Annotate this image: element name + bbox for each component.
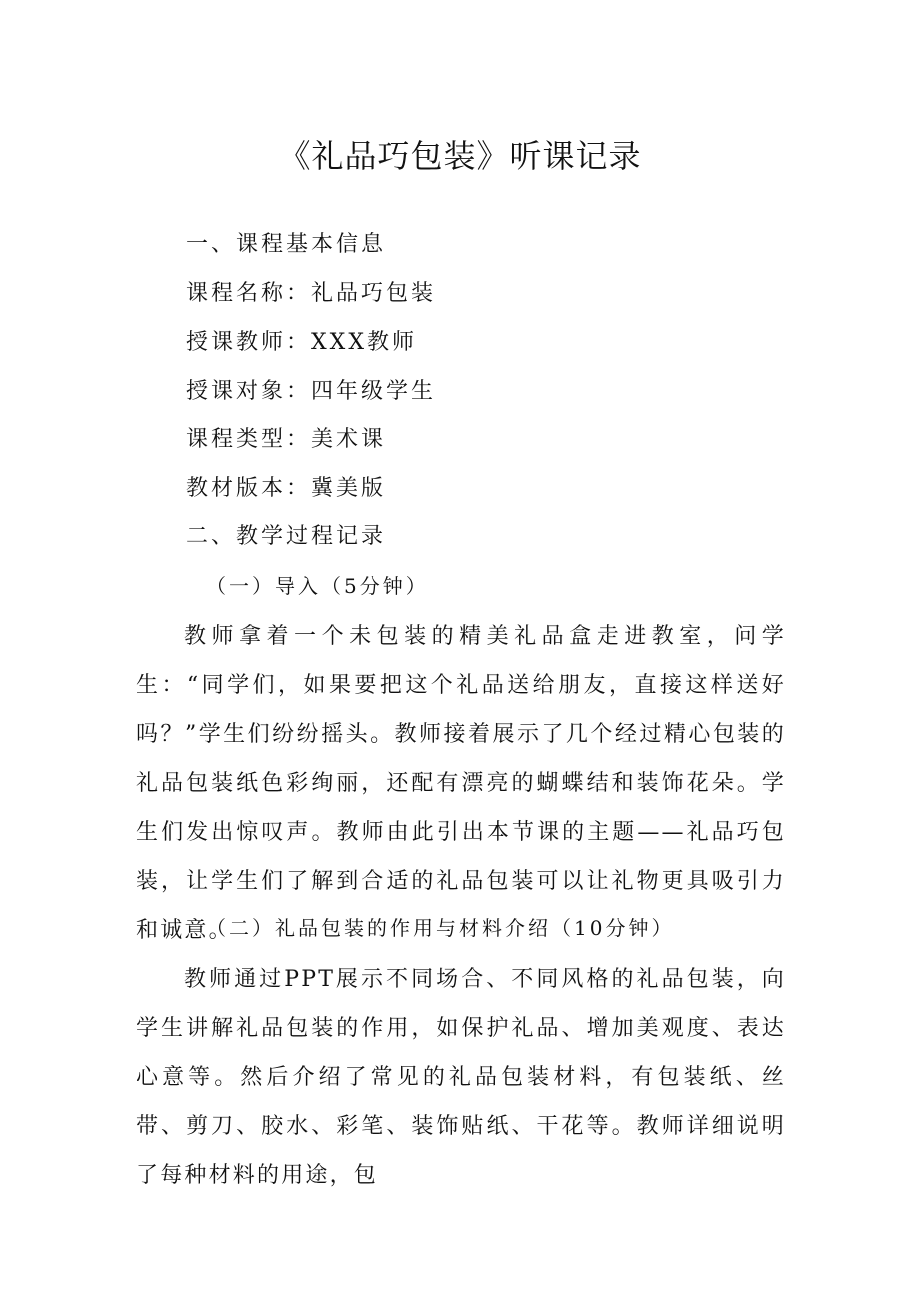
page-title: 《礼品巧包装》听课记录 <box>278 137 642 175</box>
audience-line: 授课对象：四年级学生 <box>186 379 437 404</box>
textbook-line: 教材版本：冀美版 <box>186 476 387 501</box>
part1-heading: （一）导入（5分钟） <box>206 574 429 598</box>
part2-heading: （二）礼品包装的作用与材料介绍（10分钟） <box>206 916 675 940</box>
part1-paragraph: 教师拿着一个未包装的精美礼品盒走进教室，问学生：“同学们，如果要把这个礼品送给朋友，直接这样送好吗？”学生们纷纷摇头。教师接着展示了几个经过精心包装的礼品包装纸色彩绚丽，还配有漂亮的蝴蝶结和装饰花朵。学生们发出惊叹声。教师由此引出本节课的主题——礼品巧包装，让学生们了解到合适的礼品包装可以让礼物更具吸引力和诚意。 <box>136 624 786 943</box>
teacher-line: 授课教师：XXX教师 <box>186 330 417 355</box>
course-type-line: 课程类型：美术课 <box>186 427 387 452</box>
section1-heading: 一、课程基本信息 <box>186 232 387 257</box>
course-name-line: 课程名称：礼品巧包装 <box>186 281 437 306</box>
part2-paragraph: 教师通过PPT展示不同场合、不同风格的礼品包装，向学生讲解礼品包装的作用，如保护礼品、增加美观度、表达心意等。然后介绍了常见的礼品包装材料，有包装纸、丝带、剪刀、胶水、彩笔、装饰贴纸、干花等。教师详细说明了每种材料的用途，包 <box>136 967 786 1188</box>
section2-heading: 二、教学过程记录 <box>186 524 387 549</box>
